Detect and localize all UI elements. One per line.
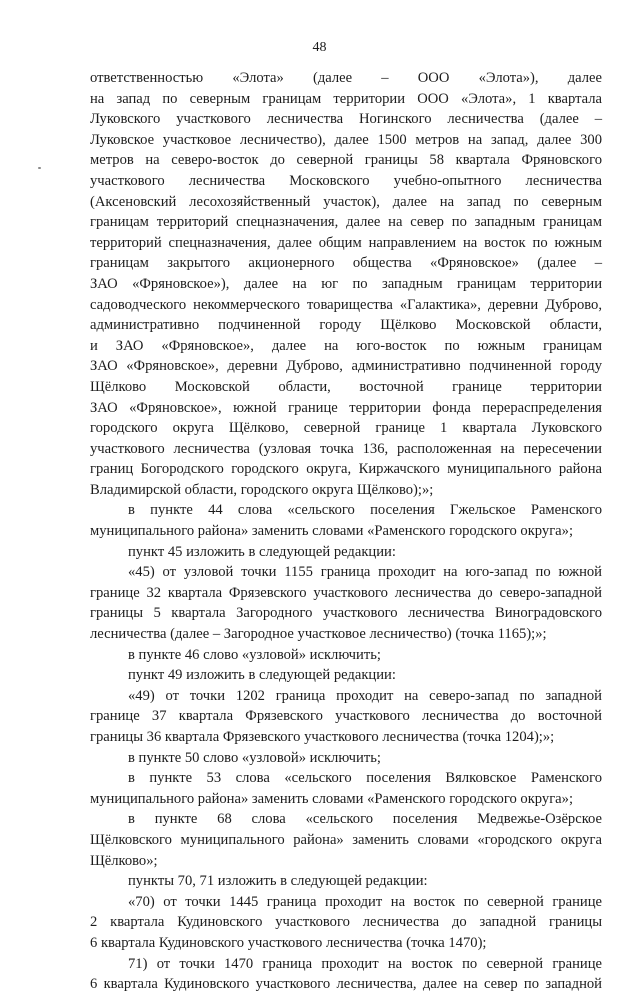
- text-line: Луковское участковое лесничество), далее 1500 метров на запад, далее 300: [90, 131, 602, 148]
- text-line: Владимирской области, городского округа Щёлково);»;: [90, 481, 434, 498]
- text-line: 6 квартала Кудиновского участкового лесничества, далее на север по западной: [90, 976, 602, 993]
- text-line: метров на северо-восток до северной границы 58 квартала Фряновского: [90, 152, 602, 169]
- text-line: в пункте 68 слова «сельского поселения Медвежье-Озёрское: [128, 811, 602, 828]
- text-line: пункт 49 изложить в следующей редакции:: [128, 667, 396, 684]
- text-line: 71) от точки 1470 граница проходит на восток по северной границе: [128, 955, 602, 972]
- page-number: 48: [312, 40, 327, 55]
- text-line: Щёлково Московской области, восточной границе территории: [90, 378, 602, 395]
- text-line: в пункте 50 слово «узловой» исключить;: [128, 749, 381, 766]
- text-line: муниципального района» заменить словами «Раменского городского округа»;: [90, 790, 574, 807]
- text-line: (Аксеновский лесохозяйственный участок), далее на запад по северным: [90, 193, 602, 210]
- text-line: административно подчиненной городу Щёлково Московской области,: [90, 317, 602, 334]
- scan-speck: [38, 167, 41, 169]
- text-line: ЗАО «Фряновское»), далее на юг по западным границам территории: [90, 275, 602, 292]
- text-line: границы 5 квартала Загородного участкового лесничества Виноградовского: [90, 605, 602, 622]
- text-line: муниципального района» заменить словами «Раменского городского округа»;: [90, 523, 574, 540]
- text-line: садоводческого некоммерческого товарищества «Галактика», деревни Дуброво,: [90, 296, 602, 313]
- text-line: границам закрытого акционерного общества «Фряновское» (далее –: [90, 255, 602, 272]
- text-line: границам территорий спецназначения, далее на север по западным границам: [90, 214, 602, 231]
- text-line: ЗАО «Фряновское», южной границе территории фонда перераспределения: [90, 399, 602, 416]
- document-body: [90, 68, 602, 995]
- text-line: территорий спецназначения, далее общим направлением на восток по южным: [90, 234, 602, 251]
- text-line: ответственностью «Элота» (далее – ООО «Элота»), далее: [90, 70, 602, 86]
- text-line: пункты 70, 71 изложить в следующей редакции:: [128, 873, 428, 890]
- text-line: «70) от точки 1445 граница проходит на восток по северной границе: [128, 893, 602, 910]
- text-line: ЗАО «Фряновское», деревни Дуброво, административно подчиненной городу: [90, 358, 602, 375]
- text-line: границе 32 квартала Фрязевского участкового лесничества до северо-западной: [90, 584, 602, 601]
- text-line: 6 квартала Кудиновского участкового лесничества (точка 1470);: [90, 934, 487, 951]
- text-line: границе 37 квартала Фрязевского участкового лесничества до восточной: [90, 708, 602, 725]
- text-line: 2 квартала Кудиновского участкового лесничества до западной границы: [90, 914, 602, 931]
- text-line: на запад по северным границам территории ООО «Элота», 1 квартала: [90, 90, 602, 107]
- text-line: городского округа Щёлково, северной границе 1 квартала Луковского: [90, 420, 602, 437]
- text-line: участкового лесничества Московского учебно-опытного лесничества: [90, 172, 602, 189]
- text-line: лесничества (далее – Загородное участковое лесничество) (точка 1165);»;: [90, 626, 547, 643]
- text-line: пункт 45 изложить в следующей редакции:: [128, 543, 396, 560]
- text-line: и ЗАО «Фряновское», далее на юго-восток по южным границам: [90, 337, 602, 354]
- text-line: «49) от точки 1202 граница проходит на северо-запад по западной: [128, 687, 602, 704]
- text-line: «45) от узловой точки 1155 граница проходит на юго-запад по южной: [128, 564, 602, 581]
- text-line: Щёлково»;: [90, 852, 158, 869]
- text-line: участкового лесничества (узловая точка 136, расположенная на пересечении: [90, 440, 602, 457]
- text-line: Щёлковского муниципального района» заменить словами «городского округа: [90, 831, 602, 848]
- text-line: границ Богородского городского округа, Киржачского муниципального района: [90, 461, 602, 478]
- text-line: в пункте 44 слова «сельского поселения Гжельское Раменского: [128, 502, 602, 519]
- text-line: в пункте 53 слова «сельского поселения Вялковское Раменского: [128, 770, 602, 787]
- text-line: Луковского участкового лесничества Ногинского лесничества (далее –: [90, 111, 602, 128]
- text-line: границы 36 квартала Фрязевского участкового лесничества (точка 1204);»;: [90, 729, 555, 745]
- text-line: в пункте 46 слово «узловой» исключить;: [128, 646, 381, 663]
